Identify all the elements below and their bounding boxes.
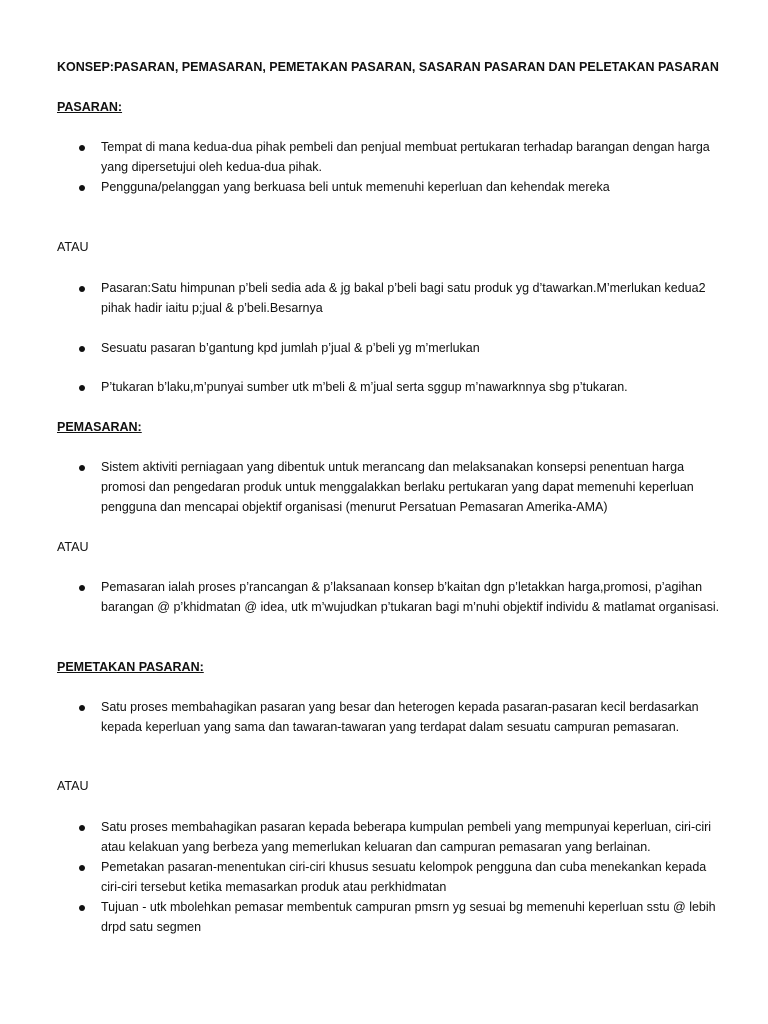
list-item-text: Sistem aktiviti perniagaan yang dibentuk untuk merancang dan melaksanakan konsepsi penentuan harga promosi dan pengedaran produk untuk menggalakkan berlaku pertukaran yang dapat memenuhi keperluan pengguna dan mencapai objektif organisasi (menurut Persatuan Pemasaran Amerika-AMA) [101,460,694,514]
list-item [101,377,726,397]
bullet-icon [79,585,85,591]
list-item [101,177,726,197]
list-item-text: Tempat di mana kedua-dua pihak pembeli dan penjual membuat pertukaran terhadap barangan dengan harga yang dipersetujui oleh kedua-dua pihak. [101,140,710,174]
list-item [101,897,726,937]
list-item-text: Pengguna/pelanggan yang berkuasa beli untuk memenuhi keperluan dan kehendak mereka [101,180,610,194]
heading-pasaran: PASARAN: [57,100,123,114]
bullet-icon [79,465,85,471]
bullet-icon [79,185,85,191]
bullet-icon [79,825,85,831]
bullet-icon [79,705,85,711]
bullet-icon [79,865,85,871]
document-title: KONSEP:PASARAN, PEMASARAN, PEMETAKAN PASARAN, SASARAN PASARAN DAN PELETAKAN PASARAN [57,60,719,74]
heading-pemasaran: PEMASARAN: [57,420,142,434]
atau-label: ATAU [57,540,89,554]
list-item [101,817,726,857]
list-item-text: Satu proses membahagikan pasaran kepada beberapa kumpulan pembeli yang mempunyai keperluan, ciri-ciri atau kelakuan yang berbeza yang memerlukan keluaran dan campuran pemasaran yang berlainan. [101,820,712,854]
atau-label: ATAU [57,779,89,793]
bullet-icon [79,145,85,151]
list-item [101,577,726,617]
atau-label: ATAU [57,240,89,254]
list-item [101,697,726,737]
list-item-text: Satu proses membahagikan pasaran yang besar dan heterogen kepada pasaran-pasaran kecil berdasarkan kepada keperluan yang sama dan tawaran-tawaran yang terdapat dalam sesuatu campuran pemasaran. [101,700,699,734]
list-item-text: Sesuatu pasaran b’gantung kpd jumlah p’jual & p’beli yg m’merlukan [101,341,480,355]
bullet-icon [79,346,85,352]
bullet-icon [79,905,85,911]
bullet-icon [79,385,85,391]
list-item-text: P’tukaran b’laku,m’punyai sumber utk m’beli & m’jual serta sggup m’nawarknnya sbg p’tukaran. [101,380,628,394]
list-item-text: Pemetakan pasaran-menentukan ciri-ciri khusus sesuatu kelompok pengguna dan cuba menekankan kepada ciri-ciri tersebut ketika memasarkan produk atau perkhidmatan [101,860,707,894]
list-item-text: Pemasaran ialah proses p’rancangan & p’laksanaan konsep b’kaitan dgn p’letakkan harga,promosi, p’agihan barangan @ p’khidmatan @ idea, utk m’wujudkan p’tukaran bagi m’nuhi objektif individu & matlamat organisasi. [101,580,720,614]
list-item [101,857,726,897]
list-item [101,137,726,177]
list-item-text: Tujuan - utk mbolehkan pemasar membentuk campuran pmsrn yg sesuai bg memenuhi keperluan sstu @ lebih drpd satu segmen [101,900,716,934]
list-item [101,338,726,358]
list-item [101,457,726,517]
bullet-icon [79,286,85,292]
heading-pemetakan-pasaran: PEMETAKAN PASARAN: [57,660,204,674]
list-item [101,278,726,318]
list-item-text: Pasaran:Satu himpunan p’beli sedia ada & jg bakal p’beli bagi satu produk yg d’tawarkan.M’merlukan kedua2 pihak hadir iaitu p;jual & p’beli.Besarnya [101,281,706,315]
